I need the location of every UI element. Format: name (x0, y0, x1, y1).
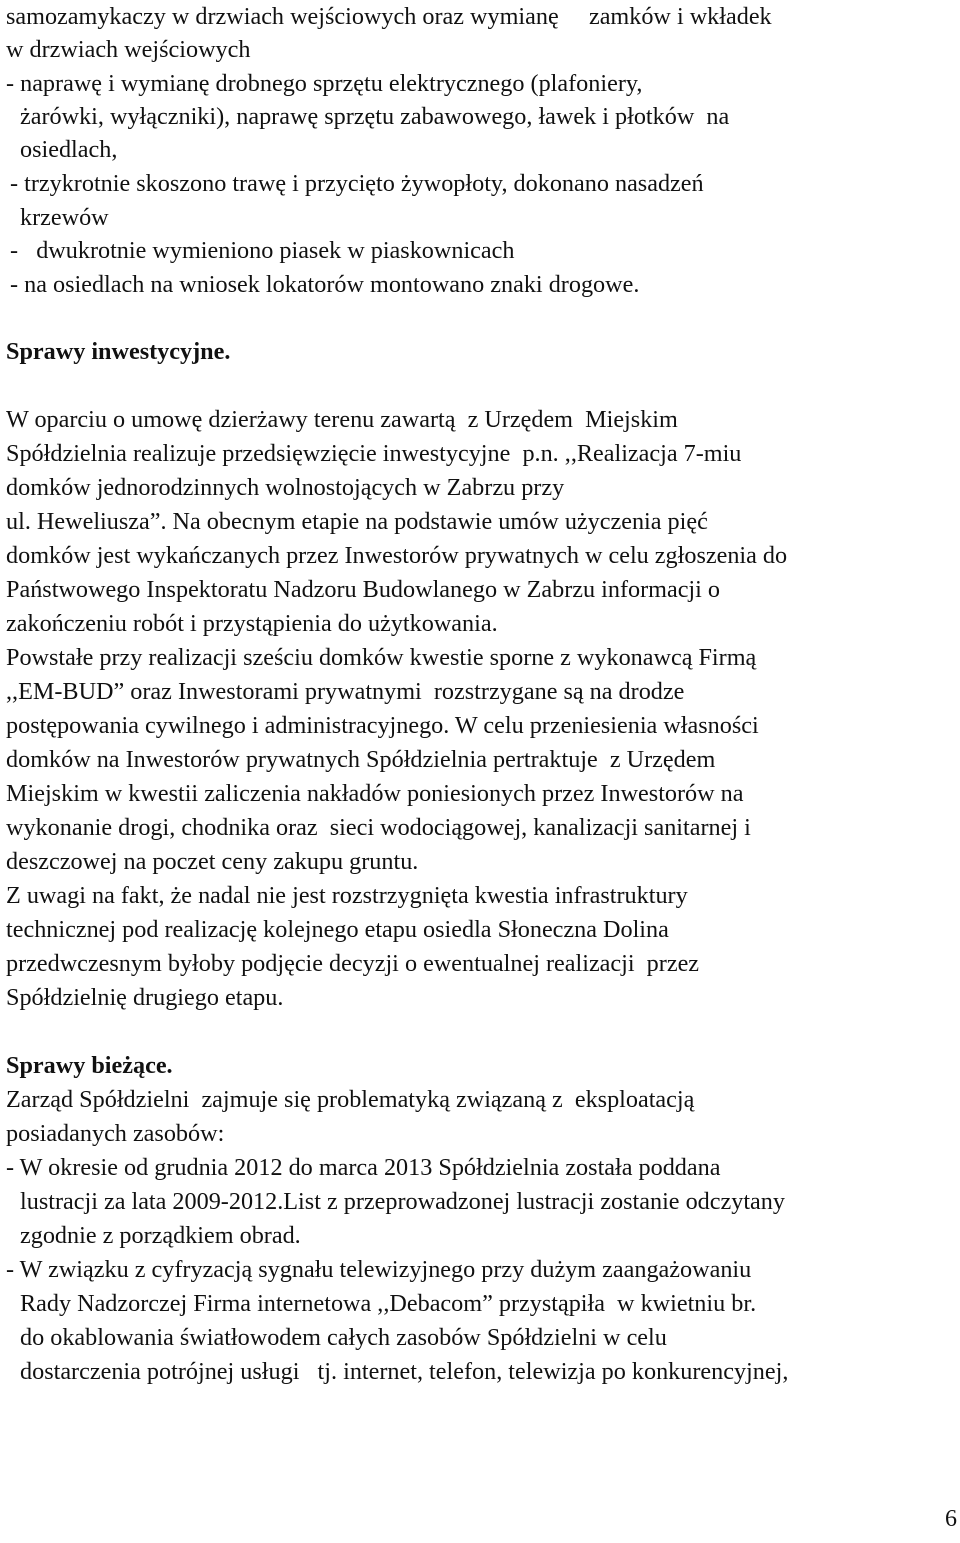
investments-line-10: postępowania cywilnego i administracyjnego. W celu przeniesienia własności (6, 712, 759, 739)
intro-line-1: samozamykaczy w drzwiach wejściowych oraz wymianę zamków i wkładek (6, 3, 772, 30)
current-line-2: posiadanych zasobów: (6, 1120, 225, 1147)
investments-line-6: Państwowego Inspektoratu Nadzoru Budowlanego w Zabrzu informacji o (6, 576, 721, 603)
investments-line-15: Z uwagi na fakt, że nadal nie jest rozstrzygnięta kwestia infrastruktury (6, 882, 688, 909)
investments-line-18: Spółdzielnię drugiego etapu. (6, 984, 284, 1011)
intro-line-9: - na osiedlach na wniosek lokatorów montowano znaki drogowe. (10, 271, 640, 298)
current-line-4: lustracji za lata 2009-2012.List z przeprowadzonej lustracji zostanie odczytany (20, 1188, 785, 1215)
investments-line-2: Spółdzielnia realizuje przedsięwzięcie inwestycyjne p.n. ,,Realizacja 7-miu (6, 440, 742, 467)
section-heading-investments: Sprawy inwestycyjne. (6, 338, 231, 365)
intro-line-3: - naprawę i wymianę drobnego sprzętu elektrycznego (plafoniery, (6, 70, 643, 97)
current-line-7: Rady Nadzorczej Firma internetowa ,,Debacom” przystąpiła w kwietniu br. (20, 1290, 757, 1317)
current-line-6: - W związku z cyfryzacją sygnału telewizyjnego przy dużym zaangażowaniu (6, 1256, 752, 1283)
current-line-5: zgodnie z porządkiem obrad. (20, 1222, 301, 1249)
investments-line-14: deszczowej na poczet ceny zakupu gruntu. (6, 848, 419, 875)
intro-line-4: żarówki, wyłączniki), naprawę sprzętu zabawowego, ławek i płotków na (20, 103, 730, 130)
current-line-8: do okablowania światłowodem całych zasobów Spółdzielni w celu (20, 1324, 667, 1351)
investments-line-4: ul. Heweliusza”. Na obecnym etapie na podstawie umów użyczenia pięć (6, 508, 708, 535)
current-line-9: dostarczenia potrójnej usługi tj. internet, telefon, telewizja po konkurencyjnej, (20, 1358, 789, 1385)
investments-line-11: domków na Inwestorów prywatnych Spółdzielnia pertraktuje z Urzędem (6, 746, 716, 773)
investments-line-13: wykonanie drogi, chodnika oraz sieci wodociągowej, kanalizacji sanitarnej i (6, 814, 751, 841)
current-line-1: Zarząd Spółdzielni zajmuje się problematyką związaną z eksploatacją (6, 1086, 695, 1113)
section-heading-current: Sprawy bieżące. (6, 1052, 173, 1079)
intro-line-5: osiedlach, (20, 136, 118, 163)
investments-line-7: zakończeniu robót i przystąpienia do użytkowania. (6, 610, 498, 637)
intro-line-7: krzewów (20, 204, 109, 231)
page-number: 6 (945, 1506, 957, 1532)
investments-line-12: Miejskim w kwestii zaliczenia nakładów poniesionych przez Inwestorów na (6, 780, 744, 807)
investments-line-3: domków jednorodzinnych wolnostojących w Zabrzu przy (6, 474, 565, 501)
intro-line-6: - trzykrotnie skoszono trawę i przycięto żywopłoty, dokonano nasadzeń (10, 170, 704, 197)
investments-line-5: domków jest wykańczanych przez Inwestorów prywatnych w celu zgłoszenia do (6, 542, 788, 569)
intro-line-8: - dwukrotnie wymieniono piasek w piaskownicach (10, 237, 515, 264)
current-line-3: - W okresie od grudnia 2012 do marca 2013 Spółdzielnia została poddana (6, 1154, 721, 1181)
investments-line-8: Powstałe przy realizacji sześciu domków kwestie sporne z wykonawcą Firmą (6, 644, 757, 671)
investments-line-16: technicznej pod realizację kolejnego etapu osiedla Słoneczna Dolina (6, 916, 669, 943)
investments-line-17: przedwczesnym byłoby podjęcie decyzji o ewentualnej realizacji przez (6, 950, 700, 977)
investments-line-1: W oparciu o umowę dzierżawy terenu zawartą z Urzędem Miejskim (6, 406, 678, 433)
intro-line-2: w drzwiach wejściowych (6, 36, 251, 63)
investments-line-9: ,,EM-BUD” oraz Inwestorami prywatnymi rozstrzygane są na drodze (6, 678, 685, 705)
